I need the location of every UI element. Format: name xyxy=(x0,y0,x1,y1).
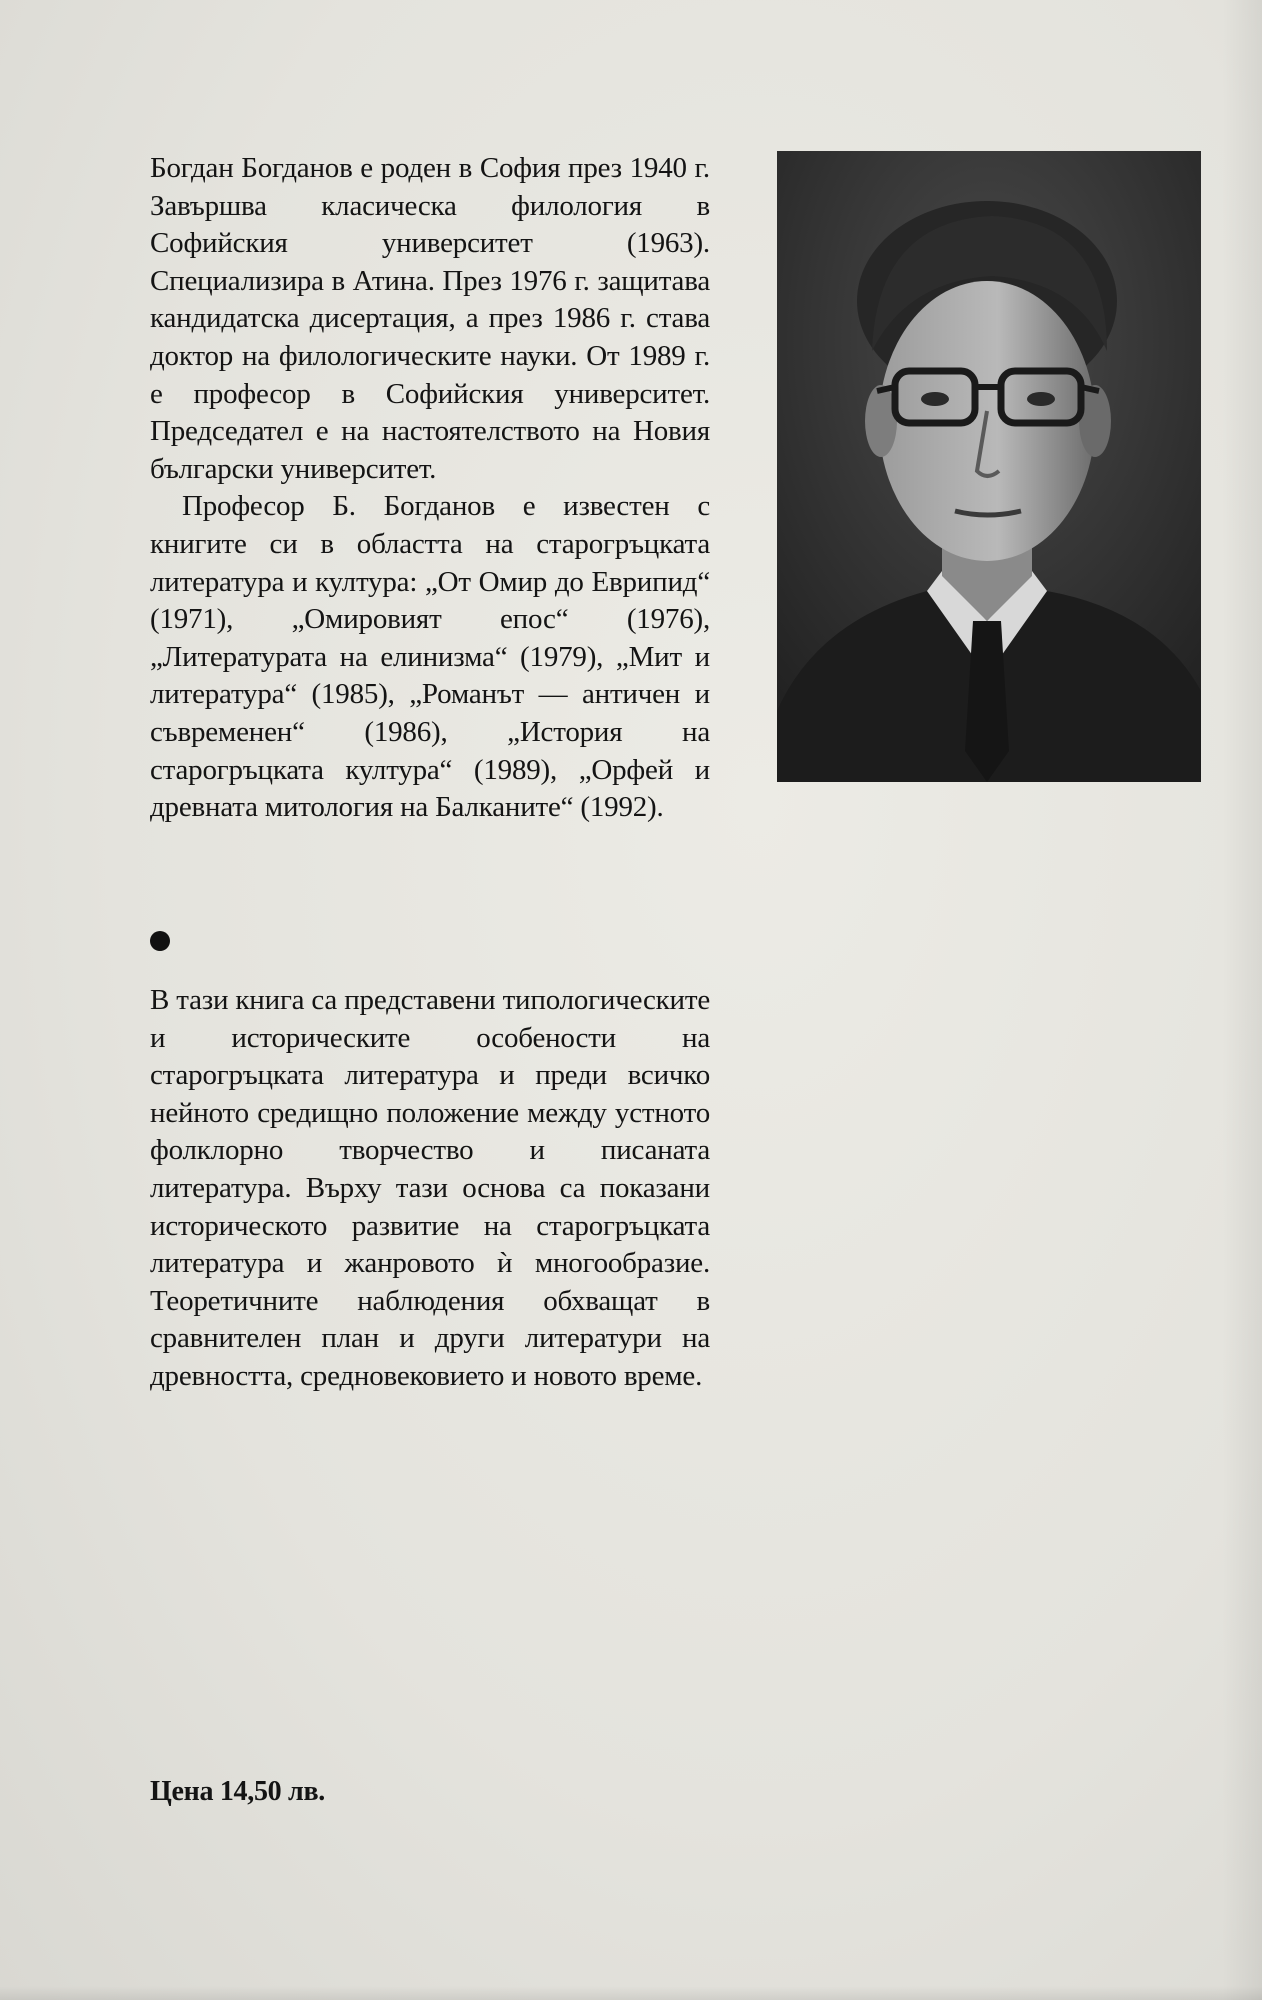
page-bottom-edge xyxy=(0,1986,1262,2000)
page-edge-shadow xyxy=(1222,0,1262,2000)
summary-paragraph: В тази книга са представени типологическите и историческите особености на старогръцката литература и преди всичко нейното средищно положение между устното фолклорно творчество и писаната литература. Върху тази основа са показани историческото развитие на старогръцката литература и жанровото ѝ многообразие. Теоретичните наблюдения обхващат в сравнителен план и други литератури на древността, средновековието и новото време. xyxy=(150,984,710,1392)
author-portrait xyxy=(777,151,1201,782)
biography-paragraph-1: Богдан Богданов е роден в София през 1940 г. Завършва класическа филология в Софийския университет (1963). Специализира в Атина. През 1976 г. защитава кандидатска дисертация, а през 1986 г. става доктор на филологическите науки. От 1989 г. е професор в Софийския университет. Председател е на настоятелството на Новия български университет. xyxy=(150,152,710,485)
biography-paragraph-2: Професор Б. Богданов е известен с книгите си в областта на старогръцката литература и култура: „От Омир до Еврипид“ (1971), „Омировият епос“ (1976), „Литературата на елинизма“ (1979), „Мит и литература“ (1985), „Романът — античен и съвременен“ (1986), „История на старогръцката култура“ (1989), „Орфей и древната митология на Балканите“ (1992). xyxy=(150,490,710,824)
book-summary xyxy=(150,982,710,1396)
price-label: Цена 14,50 лв. xyxy=(150,1776,325,1807)
bullet-icon xyxy=(150,931,170,951)
author-biography xyxy=(150,150,710,827)
